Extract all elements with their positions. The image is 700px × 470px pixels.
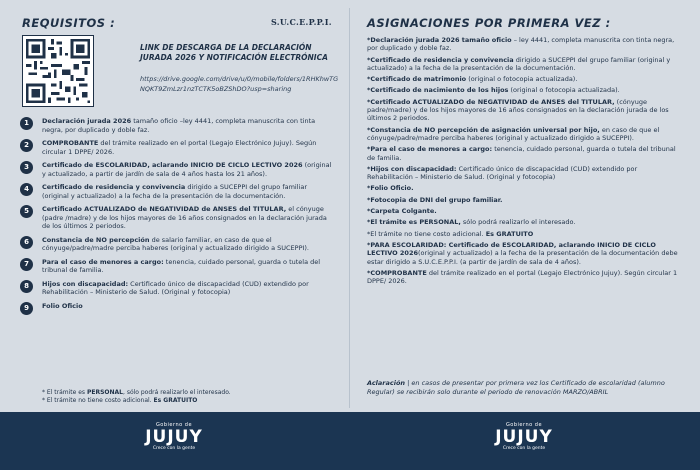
requirement-item: 7 Para el caso de menores a cargo: tenencia, cuidado personal, guarda o tutela del tribunal de familia. (20, 258, 332, 275)
number-badge: 7 (20, 258, 33, 271)
requirements-notes (42, 389, 332, 405)
asignacion-item: *Hijos con discapacidad: Certificado único de discapacidad (CUD) extendido por Rehabilitación – Ministerio de Salud. (Original y fotocopia) (367, 164, 638, 182)
requirement-item: 3 Certificado de ESCOLARIDAD, aclarando INICIO DE CICLO LECTIVO 2026 (original y actualizado, a partir de jardín de sala de 4 años hasta los 21 años). (20, 161, 332, 178)
download-link-title: LINK DE DESCARGA DE LA DECLARACIÓN JURADA 2026 Y NOTIFICACIÓN ELECTRÓNICA (140, 43, 328, 62)
requirement-item: 8 Hijos con discapacidad: Certificado único de discapacidad (CUD) extendido por Rehabilitación – Ministerio de Salud. (Original y fotocopia) (20, 280, 332, 297)
asignacion-item: *Certificado ACTUALIZADO de NEGATIVIDAD de ANSES del TITULAR, (cónyuge padre/madre) y de los hijos mayores de 16 años consignados en la declaración jurada de los últimos 2 periodos. (367, 97, 669, 123)
requirement-item: 2 COMPROBANTE del trámite realizado en el portal (Legajo Electrónico Jujuy). Según circular 1 DPPE/ 2026. (20, 139, 332, 156)
number-badge: 1 (20, 117, 33, 130)
asignacion-item: *Carpeta Colgante. (367, 207, 437, 216)
asignacion-item: *COMPROBANTE del trámite realizado en el portal (Legajo Electrónico Jujuy). Según circular 1 DPPE/ 2026. (367, 268, 678, 286)
requirement-item: 5 Certificado ACTUALIZADO de NEGATIVIDAD de ANSES del TITULAR, el cónyuge (padre /madre) y de los hijos mayores de 16 años consignados en la declaración jurada de los últimos 2 periodos. (20, 205, 332, 231)
asignacion-item: *PARA ESCOLARIDAD: Certificado de ESCOLARIDAD, aclarando INICIO DE CICLO LECTIVO 2026(original y actualizado) a la fecha de la presentación de la documentación debe estar dirigido a S.U.C.E.P.P.I. (a partir de jardín de sala de 4 años). (367, 240, 678, 266)
number-badge: 8 (20, 280, 33, 293)
asignacion-item: *El trámite es PERSONAL, sólo podrá realizarlo el interesado. (367, 218, 576, 227)
number-badge: 3 (20, 161, 33, 174)
requirement-item: 1 Declaración jurada 2026 tamaño oficio –ley 4441, completa manuscrita con tinta negra, por duplicado y doble faz. (20, 117, 332, 134)
footer-band (0, 412, 700, 470)
note-line: * El trámite no tiene costo adicional. Es GRATUITO (42, 397, 198, 404)
requirement-item: 9 Folio Oficio (20, 302, 332, 311)
asignacion-item: *Folio Oficio. (367, 184, 414, 193)
note-line: * El trámite es PERSONAL, sólo podrá realizarlo el interesado. (42, 389, 231, 396)
requisitos-column (0, 0, 350, 412)
jujuy-logo: Gobierno de JUJUY Crece con la gente (495, 422, 553, 451)
number-badge: 2 (20, 139, 33, 152)
asignaciones-heading: ASIGNACIONES POR PRIMERA VEZ : (367, 16, 611, 30)
requirement-item: 4 Certificado de residencia y convivencia dirigido a SUCEPPI del grupo familiar (original y actualizado) a la fecha de la presentación de la documentación. (20, 183, 332, 200)
number-badge: 9 (20, 302, 33, 315)
asignacion-item: *Certificado de nacimiento de los hijos (original o fotocopia actualizada). (367, 86, 620, 95)
asignacion-item: *El trámite no tiene costo adicional. Es GRATUITO (367, 229, 534, 238)
qr-pattern (23, 36, 93, 106)
aclaracion-note: Aclaración | en casos de presentar por primera vez los Certificado de escolaridad (alumno Regular) se recibirán solo durante el periodo de renovación MARZO/ABRIL (367, 379, 665, 396)
qr-code[interactable] (22, 35, 94, 107)
download-link-url[interactable]: https://drive.google.com/drive/u/0/mobile/folders/1RHKhwTGNQKT9ZmLzr1nzTCTK5oBZShDO?usp=sharing (140, 75, 339, 93)
asignacion-item: *Constancia de NO percepción de asignación universal por hijo, en caso de que el cónyuge/padre/madre perciba haberes (original y actualizado dirigido a SUCEPPI). (367, 125, 660, 142)
asignacion-item: *Para el caso de menores a cargo: tenencia, cuidado personal, guarda o tutela del tribunal de familia. (367, 145, 676, 162)
number-badge: 6 (20, 236, 33, 249)
requirements-list (20, 117, 332, 315)
requirement-item: 6 Constancia de NO percepción de salario familiar, en caso de que el cónyuge/padre/madre perciba haberes (original y actualizado dirigido a SUCEPPI). (20, 236, 332, 253)
asignacion-item: *Fotocopia de DNI del grupo familiar. (367, 195, 503, 204)
asignaciones-list (367, 36, 685, 288)
jujuy-logo: Gobierno de JUJUY Crece con la gente (145, 422, 203, 451)
asignacion-item: *Certificado de residencia y convivencia dirigido a SUCEPPI del grupo familiar (original y actualizado) a la fecha de la presentación de la documentación. (367, 55, 671, 72)
number-badge: 5 (20, 205, 33, 218)
asignacion-item: *Certificado de matrimonio (original o fotocopia actualizada). (367, 75, 578, 84)
suceppi-brand: S.U.C.E.P.P.I. (271, 17, 332, 27)
asignacion-item: *Declaración jurada 2026 tamaño oficio – ley 4441, completa manuscrita con tinta negra, por duplicado y doble faz. (367, 36, 675, 53)
number-badge: 4 (20, 183, 33, 196)
requisitos-heading: REQUISITOS : (22, 16, 116, 30)
